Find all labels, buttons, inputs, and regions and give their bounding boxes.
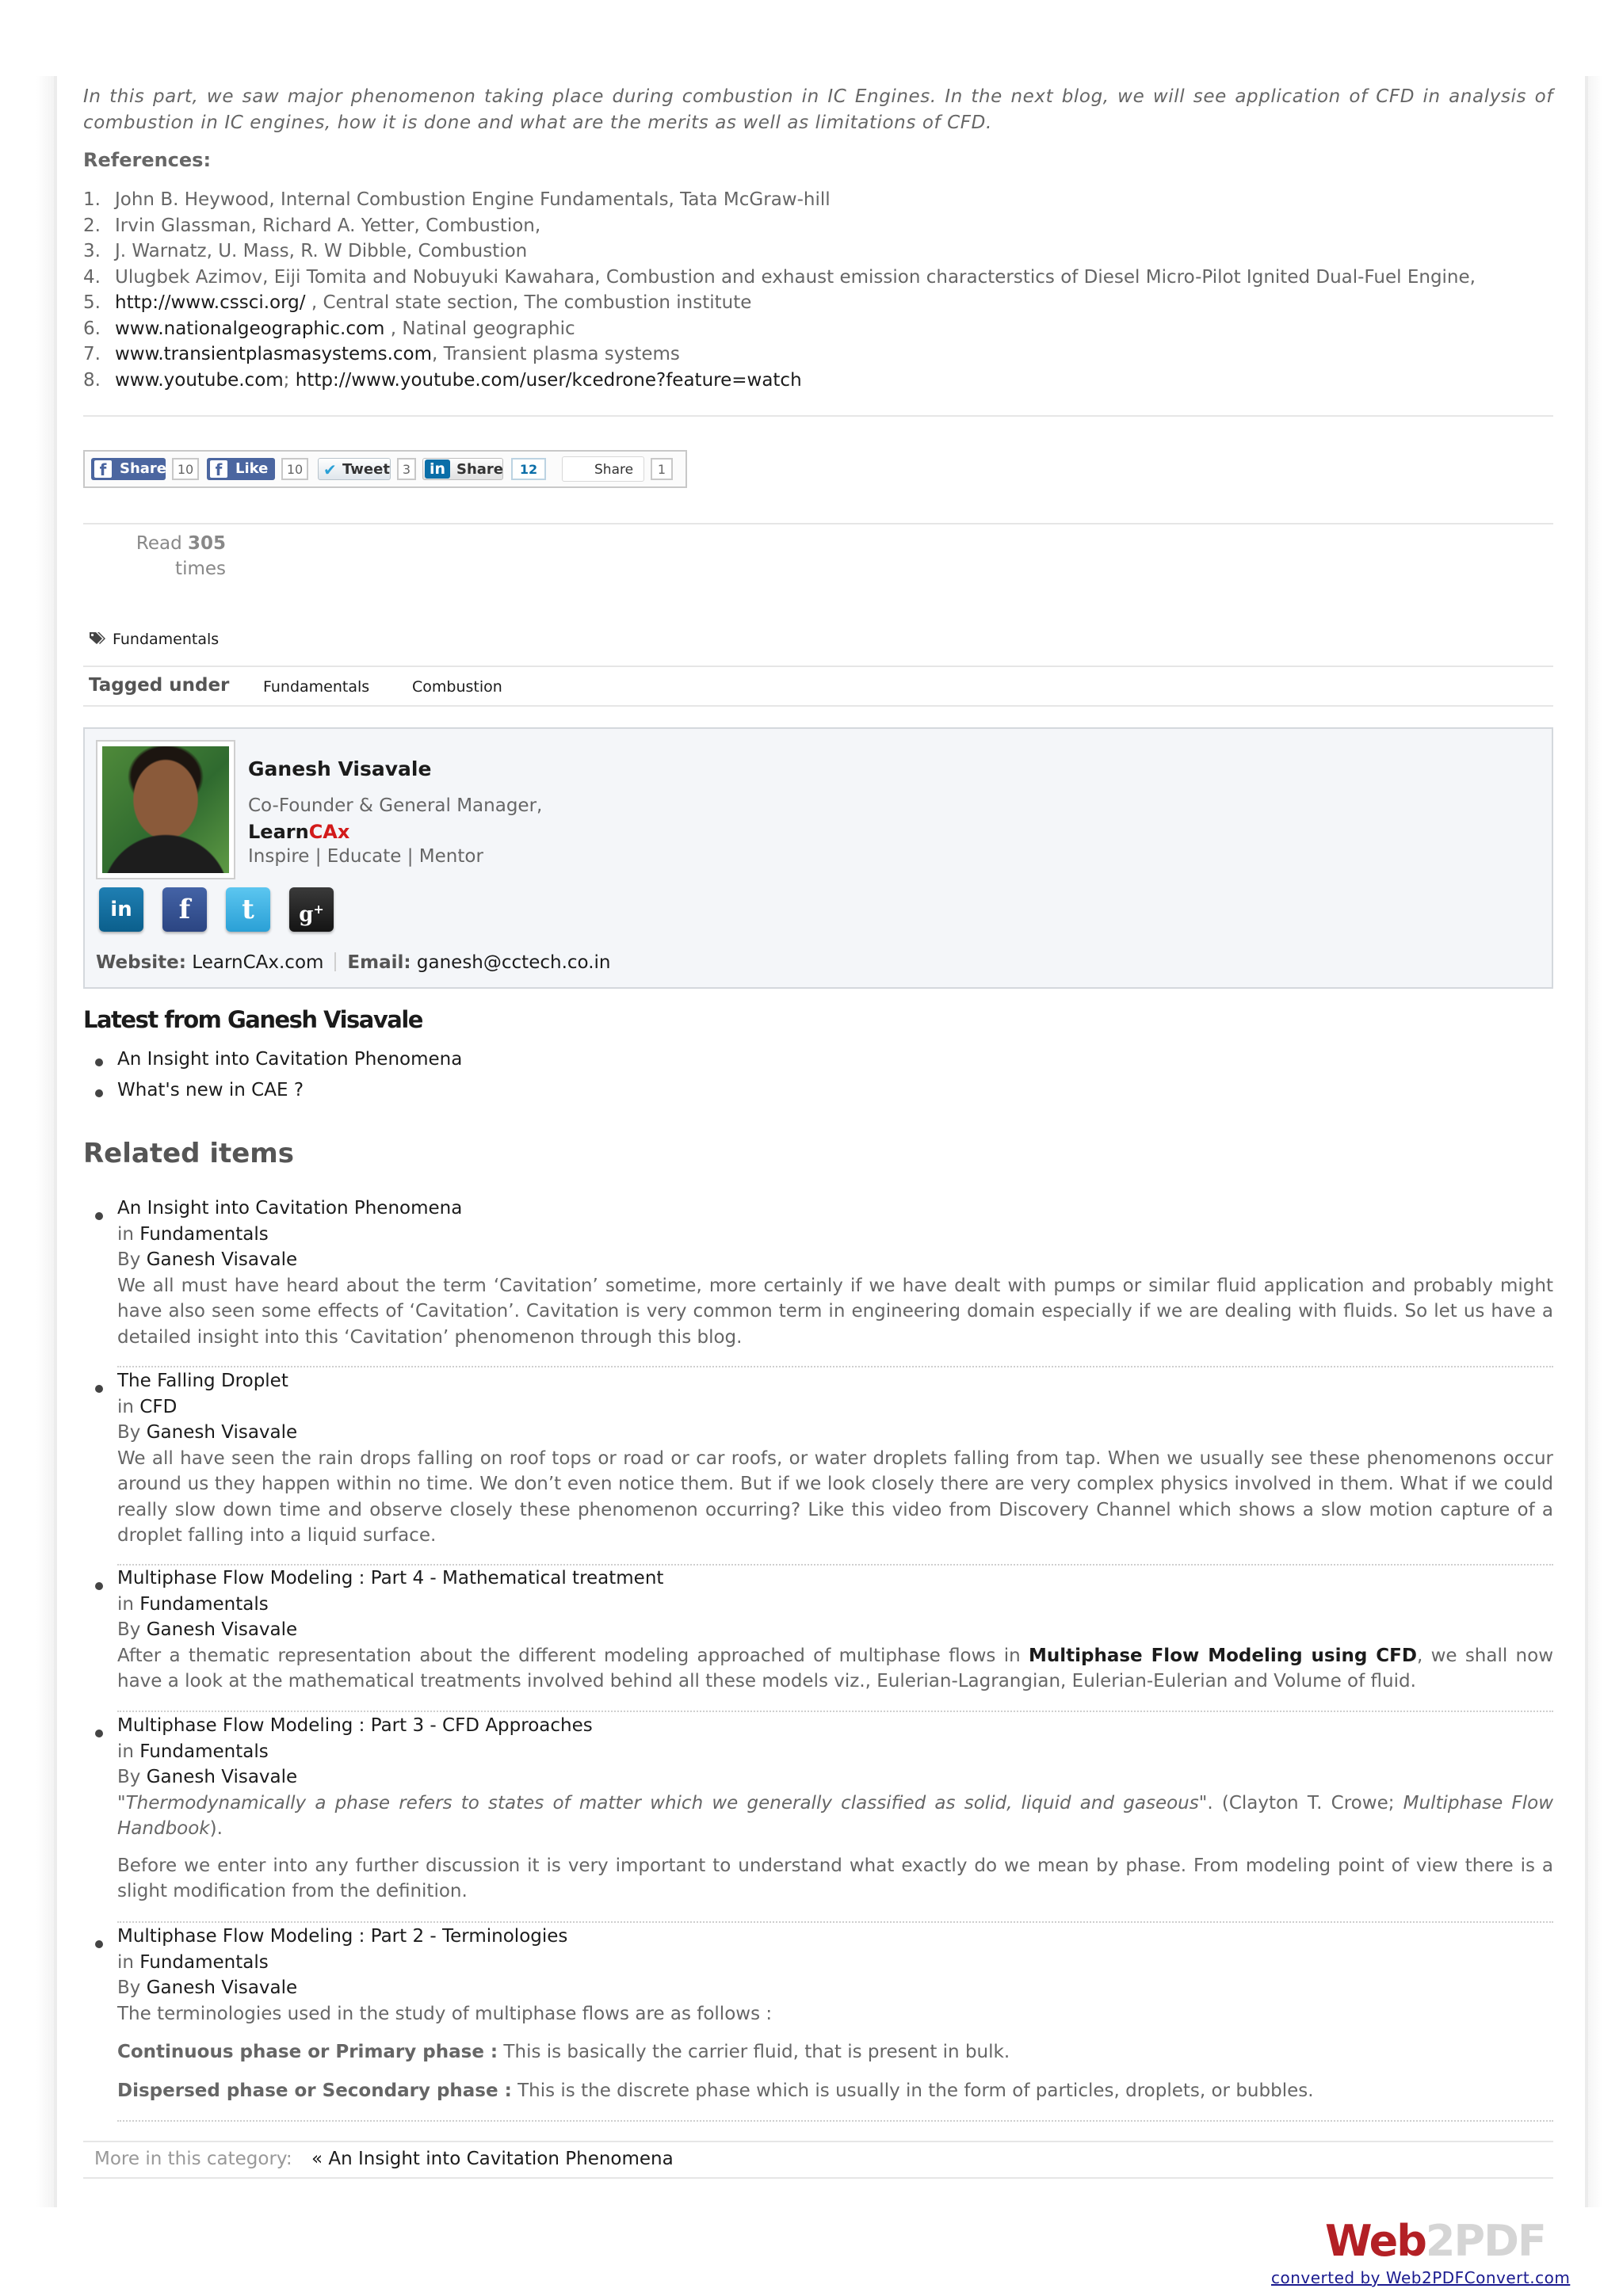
related-item: Multiphase Flow Modeling : Part 4 - Mathematical treatment in Fundamentals By Ganesh Visavale After a thematic representation about the different modeling approached of multiphase flows in Multiphase Flow Modeling using CFD, we shall now have a look at the mathematical treatments involved behind all these models viz., Eulerian-Lagrangian, Eulerian-Eulerian and Volume of fluid. [117, 1566, 1553, 1695]
related-item-category[interactable]: Fundamentals [139, 1593, 269, 1615]
linkedin-icon[interactable]: in [99, 887, 143, 932]
bullet [95, 1058, 103, 1066]
facebook-icon: f [94, 460, 112, 478]
related-item-author[interactable]: Ganesh Visavale [146, 1767, 298, 1787]
linkedin-icon: in [425, 460, 450, 479]
reference-link[interactable]: www.nationalgeographic.com [115, 318, 385, 339]
references-heading: References: [83, 149, 212, 171]
converter-link[interactable]: converted by Web2PDFConvert.com [1271, 2268, 1571, 2287]
related-item-description: Before we enter into any further discussion it is very important to understand what exactly do we mean by phase. From modeling point of view there is a slight modification from the definition. [117, 1855, 1553, 1901]
divider [83, 523, 1553, 524]
reference-link[interactable]: http://www.youtube.com/user/kcedrone?feature=watch [295, 369, 802, 391]
divider [117, 2120, 1553, 2122]
bullet [95, 1212, 103, 1220]
bullet [95, 1385, 103, 1393]
related-item: An Insight into Cavitation Phenomena in Fundamentals By Ganesh Visavale We all must have heard about the term ‘Cavitation’ sometime, more certainly if we have dealt with pumps or similar fluid application and probably might have also seen some effects of ‘Cavitation’. Cavitation is very common term in engineering domain especially if we are dealing with fluids. So let us have a detailed insight into this ‘Cavitation’ phenomenon through this blog. [117, 1196, 1553, 1350]
divider [83, 415, 1553, 417]
inline-link[interactable]: Multiphase Flow Modeling using CFD [1028, 1645, 1417, 1666]
reference-item: 8. www.youtube.com; http://www.youtube.com/user/kcedrone?feature=watch [83, 369, 802, 391]
reference-item: 4. Ulugbek Azimov, Eiji Tomita and Nobuyuki Kawahara, Combustion and exhaust emission characterstics of Diesel Micro-Pilot Ignited Dual-Fuel Engine, [83, 266, 1476, 288]
author-role: Co-Founder & General Manager, [248, 795, 543, 816]
definition: Dispersed phase or Secondary phase : This is the discrete phase which is usually in the form of particles, droplets, or bubbles. [117, 2080, 1314, 2101]
references-list [83, 187, 1557, 393]
divider [83, 666, 1553, 667]
related-item: The Falling Droplet in CFD By Ganesh Visavale We all have seen the rain drops falling on roof tops or road or car roofs, or water droplets falling from tap. When we usually see these phenomenons occur around us they happen within no time. We don’t even notice them. But if we look closely there are very complex physics involved in them. What if we could really slow down time and observe closely these phenomenon occurring? Like this video from Discovery Channel which shows a slow motion capture of a droplet falling into a liquid surface. [117, 1368, 1553, 1549]
twitter-icon[interactable]: t [226, 887, 270, 932]
intro-paragraph: In this part, we saw major phenomenon taking place during combustion in IC Engines. In the next blog, we will see application of CFD in analysis of combustion in IC engines, how it is done and what are the merits as well as limitations of CFD. [83, 86, 1553, 133]
latest-item-link[interactable]: What's new in CAE ? [117, 1080, 304, 1100]
author-contact: Website: LearnCAx.com Email: ganesh@cctech.co.in [96, 952, 611, 973]
separator [334, 952, 336, 971]
reference-item: 3. J. Warnatz, U. Mass, R. W Dibble, Combustion [83, 241, 528, 261]
facebook-icon: f [210, 460, 227, 478]
related-item-quote: "Thermodynamically a phase refers to states of matter which we generally classified as solid, liquid and gaseous". (Clayton T. Crowe; Multiphase Flow Handbook). [117, 1792, 1553, 1839]
related-item-description: We all have seen the rain drops falling on roof tops or road or car roofs, or water droplets falling from tap. When we usually see these phenomenons occur around us they happen within no time. We don’t even notice them. But if we look closely there are very complex physics involved in them. What if we could really slow down time and observe closely these phenomenon occurring? Like this video from Discovery Channel which shows a slow motion capture of a droplet falling into a liquid surface. [117, 1447, 1553, 1546]
reference-link[interactable]: www.transientplasmasystems.com [115, 344, 433, 364]
social-share-bar [83, 450, 687, 488]
facebook-like-count: 10 [281, 458, 308, 480]
latest-item-link[interactable]: An Insight into Cavitation Phenomena [117, 1049, 463, 1070]
read-count: Read 305 times [136, 533, 226, 579]
divider [117, 1711, 1553, 1712]
related-item-category[interactable]: Fundamentals [139, 1223, 269, 1245]
related-item: Multiphase Flow Modeling : Part 3 - CFD Approaches in Fundamentals By Ganesh Visavale "Thermodynamically a phase refers to states of matter which we generally classified as solid, liquid and gaseous". (Clayton T. Crowe; Multiphase Flow Handbook). Before we enter into any further discussion it is very important to understand what exactly do we mean by phase. From modeling point of view there is a slight modification from the definition. [117, 1713, 1553, 1905]
definition: Continuous phase or Primary phase : This is basically the carrier fluid, that is present in bulk. [117, 2042, 1010, 2062]
related-item: Multiphase Flow Modeling : Part 2 - Terminologies in Fundamentals By Ganesh Visavale The terminologies used in the study of multiphase flows are as follows : Continuous phase or Primary phase : This is basically the carrier fluid, that is present in bulk. Dispersed phase or Secondary phase : This is the discrete phase which is usually in the form of particles, droplets, or bubbles. [117, 1924, 1553, 2103]
author-email-link[interactable]: ganesh@cctech.co.in [416, 952, 611, 973]
author-box [83, 727, 1553, 989]
linkedin-share-count: 12 [511, 458, 546, 480]
facebook-share-button[interactable]: f Share [91, 458, 166, 480]
related-item-description: After a thematic representation about the different modeling approached of multiphase flows in Multiphase Flow Modeling using CFD, we shall now have a look at the mathematical treatments involved behind all these models viz., Eulerian-Lagrangian, Eulerian-Eulerian and Volume of fluid. [117, 1645, 1553, 1691]
reference-item: 1. John B. Heywood, Internal Combustion Engine Fundamentals, Tata McGraw-hill [83, 189, 831, 210]
related-item-title[interactable]: Multiphase Flow Modeling : Part 4 - Mathematical treatment [117, 1568, 664, 1589]
twitter-bird-icon: ✔ [323, 460, 337, 479]
divider [83, 705, 1553, 707]
divider [117, 1366, 1553, 1367]
divider [117, 1921, 1553, 1923]
page-shadow-left [36, 76, 54, 2207]
related-item-author[interactable]: Ganesh Visavale [146, 1249, 298, 1270]
google-plus-icon[interactable]: g+ [289, 887, 334, 932]
related-item-title[interactable]: An Insight into Cavitation Phenomena [117, 1198, 463, 1219]
related-item-category[interactable]: CFD [139, 1396, 178, 1417]
reference-item: 7. www.transientplasmasystems.com, Transient plasma systems [83, 344, 680, 364]
share-count: 1 [651, 458, 673, 480]
tag-link[interactable]: Combustion [412, 678, 502, 696]
bullet [95, 1582, 103, 1590]
related-item-description: We all must have heard about the term ‘Cavitation’ sometime, more certainly if we have dealt with pumps or similar fluid application and probably might have also seen some effects of ‘Cavitation’. Cavitation is very common term in engineering domain especially if we are dealing with fluids. So let us have a detailed insight into this ‘Cavitation’ phenomenon through this blog. [117, 1275, 1553, 1348]
facebook-share-count: 10 [172, 458, 199, 480]
author-avatar [96, 740, 235, 879]
more-in-category-label: More in this category: [94, 2149, 292, 2169]
author-tagline: Inspire | Educate | Mentor [248, 846, 483, 867]
author-name[interactable]: Ganesh Visavale [248, 757, 432, 780]
reference-item: 6. www.nationalgeographic.com , Natinal geographic [83, 318, 575, 339]
facebook-icon[interactable]: f [162, 887, 207, 932]
reference-link[interactable]: www.youtube.com [115, 369, 284, 391]
author-company: LearnCAx [248, 821, 350, 843]
bullet [95, 1940, 103, 1948]
related-item-category[interactable]: Fundamentals [139, 1951, 269, 1973]
related-items-heading: Related items [83, 1138, 294, 1169]
tags-icon [89, 631, 108, 646]
reference-link[interactable]: http://www.cssci.org/ [115, 292, 306, 313]
tweet-count: 3 [397, 458, 416, 480]
related-item-title[interactable]: Multiphase Flow Modeling : Part 2 - Terminologies [117, 1926, 568, 1947]
tag-link[interactable]: Fundamentals [263, 678, 370, 696]
bullet [95, 1089, 103, 1097]
latest-from-heading: Latest from Ganesh Visavale [83, 1006, 422, 1033]
facebook-like-button[interactable]: f Like [207, 458, 275, 480]
previous-item-link[interactable]: « An Insight into Cavitation Phenomena [311, 2149, 674, 2169]
related-item-title[interactable]: The Falling Droplet [117, 1371, 288, 1391]
reference-item: 2. Irvin Glassman, Richard A. Yetter, Combustion, [83, 215, 541, 236]
related-item-author[interactable]: Ganesh Visavale [146, 1978, 298, 1998]
share-button[interactable]: Share [562, 456, 644, 482]
bullet [95, 1730, 103, 1737]
related-item-description: The terminologies used in the study of multiphase flows are as follows : [117, 2003, 773, 2024]
author-website-link[interactable]: LearnCAx.com [192, 952, 324, 973]
related-item-author[interactable]: Ganesh Visavale [146, 1619, 298, 1640]
related-item-author[interactable]: Ganesh Visavale [146, 1422, 298, 1443]
web2pdf-logo[interactable]: Web2PDF [1325, 2216, 1545, 2266]
related-item-title[interactable]: Multiphase Flow Modeling : Part 3 - CFD Approaches [117, 1715, 593, 1736]
more-in-category [83, 2141, 1553, 2179]
tweet-button[interactable]: ✔ Tweet [318, 458, 391, 480]
item-category[interactable]: Fundamentals [89, 631, 219, 648]
reference-item: 5. http://www.cssci.org/ , Central state section, The combustion institute [83, 292, 752, 313]
linkedin-share-button[interactable]: in Share [422, 458, 503, 480]
author-photo [102, 746, 229, 873]
tagged-under-label: Tagged under [89, 675, 230, 696]
related-item-category[interactable]: Fundamentals [139, 1741, 269, 1762]
